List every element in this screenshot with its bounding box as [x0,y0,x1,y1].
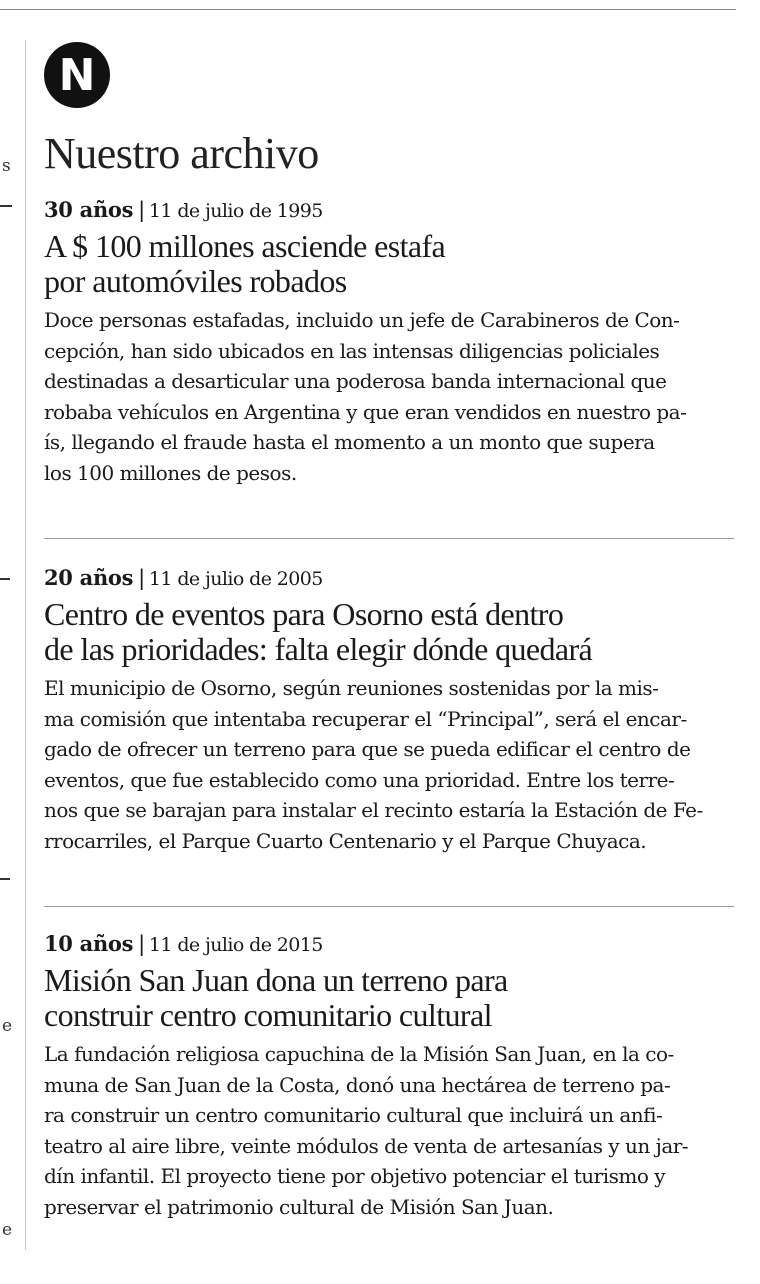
entry-headline [44,597,734,667]
body-line: muna de San Juan de la Costa, donó una hectárea de terreno pa- [44,1072,671,1097]
entry-divider [44,906,734,907]
body-line: robaba vehículos en Argentina y que eran vendidos en nuestro pa- [44,399,687,424]
body-line: preservar el patrimonio cultural de Misión San Juan. [44,1194,554,1219]
body-line: dín infantil. El proyecto tiene por objetivo potenciar el turismo y [44,1164,666,1189]
entry-divider [44,538,734,539]
body-line: cepción, han sido ubicados en las intensas diligencias policiales [44,338,660,363]
entry-date: 11 de julio de 1995 [148,200,323,222]
archive-logo [44,42,110,108]
body-line: teatro al aire libre, veinte módulos de venta de artesanías y un jar- [44,1133,689,1158]
body-line: ma comisión que intentaba recuperar el “Principal”, será el encar- [44,706,687,731]
body-line: La fundación religiosa capuchina de la Misión San Juan, en la co- [44,1042,674,1066]
kicker-separator: | [138,566,145,590]
entry-years: 10 años [44,931,134,956]
body-line: gado de ofrecer un terreno para que se pueda edificar el centro de [44,737,691,762]
entry-years: 20 años [44,565,134,590]
body-line: ra construir un centro comunitario cultural que incluirá un anfi- [44,1103,663,1128]
entry-kicker [44,196,734,225]
entry-kicker [44,564,734,593]
entry-body [44,1039,734,1223]
left-column-fragment-mark [0,205,12,207]
logo-letter: N [58,49,96,101]
left-column-fragment-mark [0,578,10,580]
left-column-fragment: e [2,1016,13,1036]
entry-years: 30 años [44,197,134,222]
entry-date: 11 de julio de 2005 [148,568,323,590]
left-column-fragment-mark [0,878,10,880]
body-line: eventos, que fue establecido como una prioridad. Entre los terre- [44,767,675,792]
headline-line: de las prioridades: falta elegir dónde quedará [44,631,593,667]
kicker-separator: | [138,198,145,222]
entry-kicker [44,930,734,959]
left-column-fragment: e [2,1220,13,1240]
archive-entry [44,564,734,857]
left-column-fragment: s [2,156,11,176]
kicker-separator: | [138,932,145,956]
body-line: nos que se barajan para instalar el recinto estaría la Estación de Fe- [44,798,703,823]
entry-date: 11 de julio de 2015 [148,934,323,956]
headline-line: Centro de eventos para Osorno está dentro [44,596,564,632]
headline-line: construir centro comunitario cultural [44,997,492,1033]
archive-entry [44,930,734,1223]
headline-line: por automóviles robados [44,263,347,299]
entry-body [44,305,734,489]
body-line: los 100 millones de pesos. [44,460,297,485]
headline-line: A $ 100 millones asciende estafa [44,228,446,264]
headline-line: Misión San Juan dona un terreno para [44,962,508,998]
body-line: rrocarriles, el Parque Cuarto Centenario y el Parque Chuyaca. [44,828,647,853]
top-rule [0,9,736,10]
archive-entry [44,196,734,489]
body-line: El municipio de Osorno, según reuniones sostenidas por la mis- [44,676,659,700]
body-line: Doce personas estafadas, incluido un jefe de Carabineros de Con- [44,308,680,332]
body-line: ís, llegando el fraude hasta el momento a un monto que supera [44,430,655,455]
column-rule [25,40,26,1250]
entry-headline [44,229,734,299]
entry-body [44,673,734,857]
entry-headline [44,963,734,1033]
section-title: Nuestro archivo [44,129,319,178]
body-line: destinadas a desarticular una poderosa banda internacional que [44,369,667,394]
